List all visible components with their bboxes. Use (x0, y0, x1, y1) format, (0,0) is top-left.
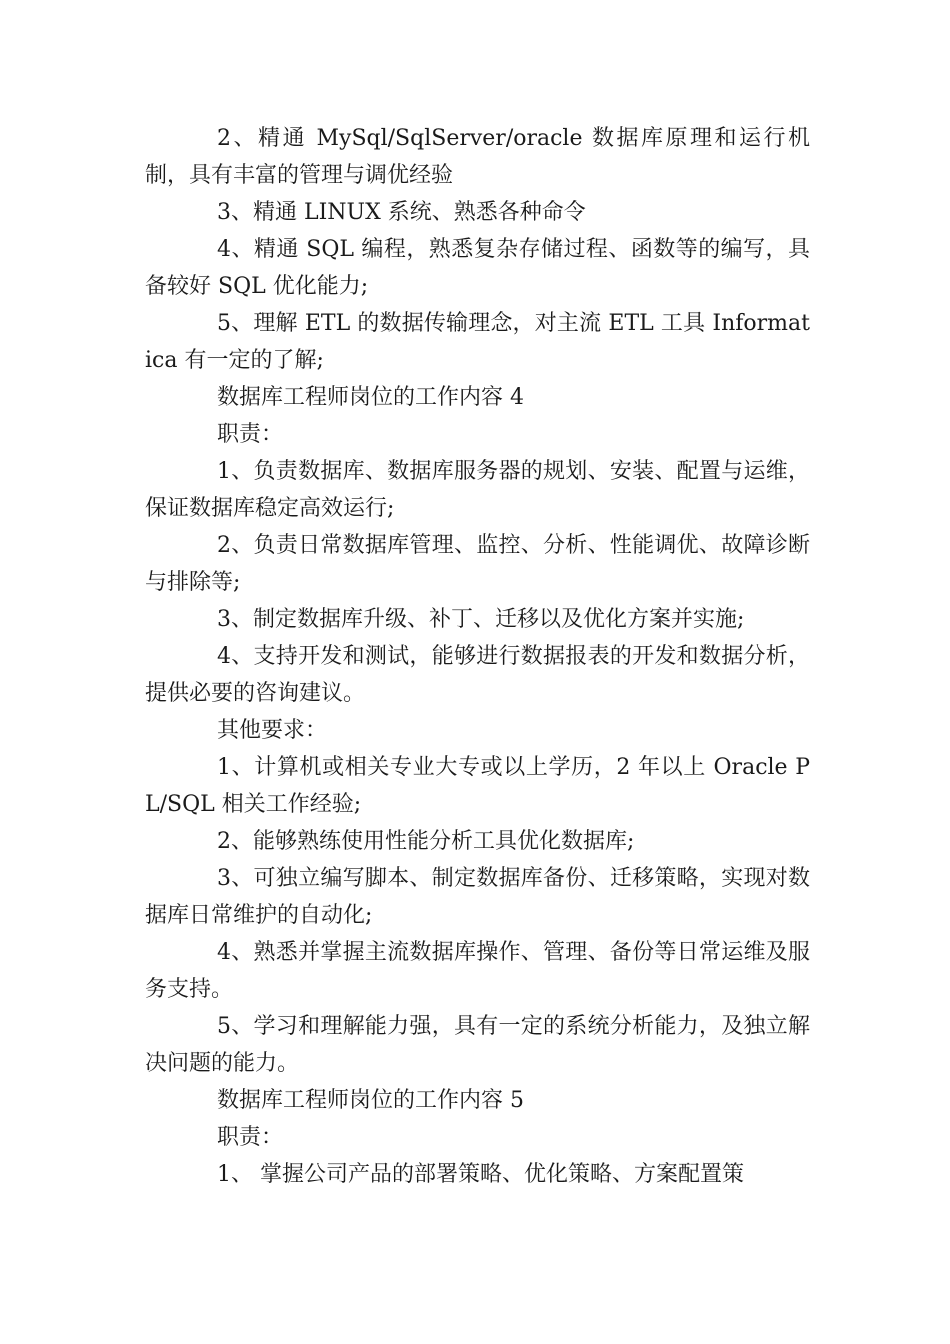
paragraph-duty-2: 2、负责日常数据库管理、监控、分析、性能调优、故障诊断与排除等; (145, 533, 810, 595)
paragraph-requirement-3: 3、精通 LINUX 系统、熟悉各种命令 (217, 200, 586, 225)
document-body (145, 120, 810, 1193)
paragraph-requirement-4: 4、精通 SQL 编程，熟悉复杂存储过程、函数等的编写，具备较好 SQL 优化能力; (145, 237, 810, 299)
paragraph-duty-3: 3、制定数据库升级、补丁、迁移以及优化方案并实施; (217, 607, 745, 632)
paragraph-other-2: 2、能够熟练使用性能分析工具优化数据库; (217, 829, 635, 854)
paragraph-duty-4: 4、支持开发和测试，能够进行数据报表的开发和数据分析，提供必要的咨询建议。 (145, 644, 810, 706)
paragraph-other-1: 1、计算机或相关专业大专或以上学历，2 年以上 Oracle PL/SQL 相关工作经验; (145, 755, 810, 817)
paragraph-other-3: 3、可独立编写脚本、制定数据库备份、迁移策略，实现对数据库日常维护的自动化; (145, 866, 810, 928)
paragraph-duty-1: 1、负责数据库、数据库服务器的规划、安装、配置与运维，保证数据库稳定高效运行; (145, 459, 810, 521)
duties-label: 职责： (217, 422, 284, 447)
section-heading-4: 数据库工程师岗位的工作内容 4 (217, 385, 524, 410)
paragraph-other-5: 5、学习和理解能力强，具有一定的系统分析能力，及独立解决问题的能力。 (145, 1014, 810, 1076)
section-heading-5: 数据库工程师岗位的工作内容 5 (217, 1088, 524, 1113)
duties-label-5: 职责： (217, 1125, 284, 1150)
paragraph-duty-5-1: 1、 掌握公司产品的部署策略、优化策略、方案配置策 (217, 1162, 744, 1187)
other-requirements-label: 其他要求： (217, 718, 328, 743)
paragraph-requirement-2: 2、精通 MySql/SqlServer/oracle 数据库原理和运行机制，具有丰富的管理与调优经验 (145, 126, 810, 188)
paragraph-requirement-5: 5、理解 ETL 的数据传输理念，对主流 ETL 工具 Informatica 有一定的了解; (145, 311, 810, 373)
paragraph-other-4: 4、熟悉并掌握主流数据库操作、管理、备份等日常运维及服务支持。 (145, 940, 810, 1002)
